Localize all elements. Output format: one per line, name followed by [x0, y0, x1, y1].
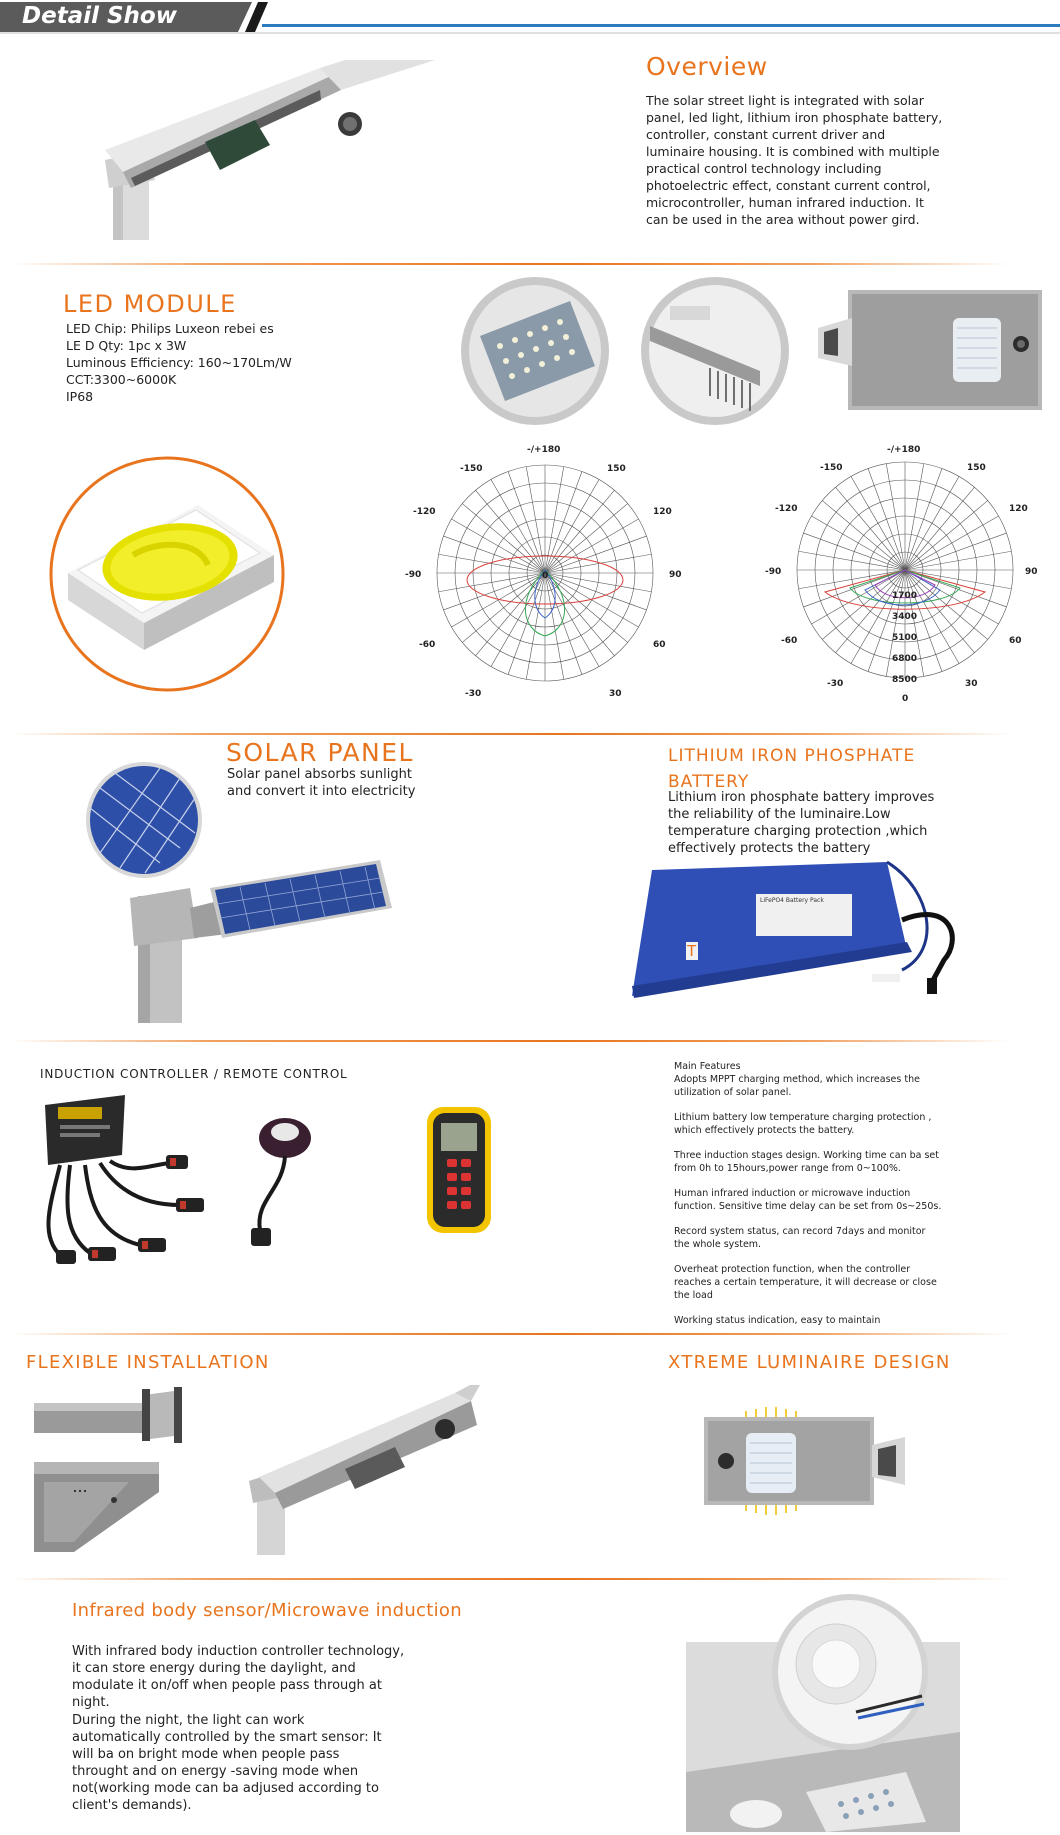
section-divider [10, 733, 1010, 735]
polar1-label-60: 60 [653, 640, 666, 650]
polar2-label-m90: -90 [765, 567, 782, 577]
polar2-label-60: 60 [1009, 636, 1022, 646]
polar2-label-180: -/+180 [887, 445, 921, 455]
led-spec-efficiency: Luminous Efficiency: 160~170Lm/W [66, 355, 292, 370]
polar2-label-30: 30 [965, 679, 978, 689]
polar1-label-m90: -90 [405, 570, 422, 580]
polar2-label-90: 90 [1025, 567, 1038, 577]
polar2-label-150: 150 [967, 463, 986, 473]
led-module-title: LED MODULE [63, 290, 237, 318]
polar2-ring-1700: 1700 [892, 591, 918, 601]
polar1-label-m60: -60 [419, 640, 436, 650]
polar2-label-120: 120 [1009, 504, 1028, 514]
polar2-ring-6800: 6800 [892, 654, 918, 664]
led-spec-ip: IP68 [66, 389, 94, 404]
feature-item: Record system status, can record 7days and monitor the whole system. [674, 1226, 926, 1250]
polar2-label-m150: -150 [820, 463, 843, 473]
led-spec-list [66, 320, 292, 405]
header-title: Detail Show [22, 3, 177, 29]
led-chip-closeup [48, 455, 286, 693]
polar-chart-2 [765, 440, 1045, 705]
sensor-photo [686, 1592, 960, 1832]
feature-item: Adopts MPPT charging method, which increases the utilization of solar panel. [674, 1074, 920, 1098]
controller-photo [30, 1095, 210, 1290]
polar1-label-m120: -120 [413, 507, 436, 517]
header-banner [0, 0, 1060, 34]
polar-chart-1 [405, 440, 685, 705]
housing-side-photo [34, 1462, 159, 1552]
polar2-label-0: 0 [902, 694, 909, 704]
polar2-ring-8500: 8500 [892, 675, 918, 685]
sensor-probe-photo [245, 1110, 315, 1250]
led-spec-chip: LED Chip: Philips Luxeon rebei es [66, 321, 274, 336]
installed-light-photo [245, 1385, 480, 1555]
polar1-label-30: 30 [609, 689, 622, 699]
solar-panel-title: SOLAR PANEL [226, 738, 414, 767]
polar2-label-m60: -60 [781, 636, 798, 646]
section-divider [10, 263, 1010, 265]
section-divider [10, 1040, 1010, 1042]
sensor-paragraph-1: With infrared body induction controller technology, it can store energy during the daylight, and modulate it on/off when people pass through at night. [72, 1644, 405, 1710]
overview-text: The solar street light is integrated with solar panel, led light, lithium iron phosphate battery, controller, constant current driver and luminaire housing. It is combined with multiple practical control technology including photoelectric effect, constant current control, microcontroller, human infrared induction. It can be used in the area without power gird. [646, 93, 943, 227]
polar2-ring-5100: 5100 [892, 633, 918, 643]
features-list [674, 1060, 944, 1339]
polar1-label-0: 0 [542, 571, 549, 581]
feature-item: Overheat protection function, when the controller reaches a certain temperature, it will decrease or close the load [674, 1264, 937, 1301]
polar1-label-150: 150 [607, 464, 626, 474]
polar2-label-m120: -120 [775, 504, 798, 514]
section-divider [10, 1578, 1010, 1580]
features-title: Main Features [674, 1061, 741, 1072]
battery-text: Lithium iron phosphate battery improves the reliability of the luminaire.Low temperature charging protection ,which effectively protects the battery [668, 790, 935, 856]
polar1-label-120: 120 [653, 507, 672, 517]
luminaire-front-photo [818, 288, 1044, 412]
polar1-label-m150: -150 [460, 464, 483, 474]
feature-item: Human infrared induction or microwave induction function. Sensitive time delay can be set from 0s~250s. [674, 1188, 942, 1212]
led-array-photo [460, 276, 610, 426]
feature-item: Lithium battery low temperature charging protection , which effectively protects the battery. [674, 1112, 932, 1136]
solar-panel-text: Solar panel absorbs sunlight and convert it into electricity [227, 767, 416, 799]
feature-item: Working status indication, easy to maintain [674, 1315, 881, 1326]
battery-label: LiFePO4 Battery Pack [760, 897, 824, 904]
feature-item: Three induction stages design. Working time can ba set from 0h to 15hours,power range from 0~100%. [674, 1150, 940, 1174]
installation-title: FLEXIBLE INSTALLATION [26, 1352, 270, 1373]
luminaire-design-photo [700, 1405, 930, 1515]
section-divider [10, 1333, 1010, 1335]
controller-title: INDUCTION CONTROLLER / REMOTE CONTROL [40, 1067, 348, 1081]
battery-title: LITHIUM IRON PHOSPHATE BATTERY [668, 746, 916, 792]
solar-panel-photo [80, 758, 400, 1023]
bracket-photo [34, 1385, 184, 1445]
battery-marker: T [687, 942, 697, 960]
remote-control-photo [425, 1105, 495, 1235]
polar1-label-90: 90 [669, 570, 682, 580]
polar2-label-m30: -30 [827, 679, 844, 689]
polar-chart-2-svg [765, 440, 1045, 705]
led-spec-cct: CCT:3300~6000K [66, 372, 177, 387]
battery-photo [632, 860, 972, 1000]
design-title: XTREME LUMINAIRE DESIGN [668, 1352, 951, 1373]
sensor-paragraph-2: During the night, the light can work automatically controlled by the smart sensor: It will ba on bright mode when people pass throught and on energy -saving mode when not(working mode can ba adjused according to client's demands). [72, 1713, 382, 1813]
polar1-label-m30: -30 [465, 689, 482, 699]
overview-title: Overview [646, 52, 768, 81]
polar-chart-1-svg [405, 440, 685, 705]
sensor-title: Infrared body sensor/Microwave induction [72, 1600, 462, 1621]
polar2-ring-3400: 3400 [892, 612, 918, 622]
led-spec-qty: LE D Qty: 1pc x 3W [66, 338, 187, 353]
heatsink-photo [640, 276, 790, 426]
polar1-label-180: -/+180 [527, 445, 561, 455]
street-light-image [95, 60, 435, 240]
